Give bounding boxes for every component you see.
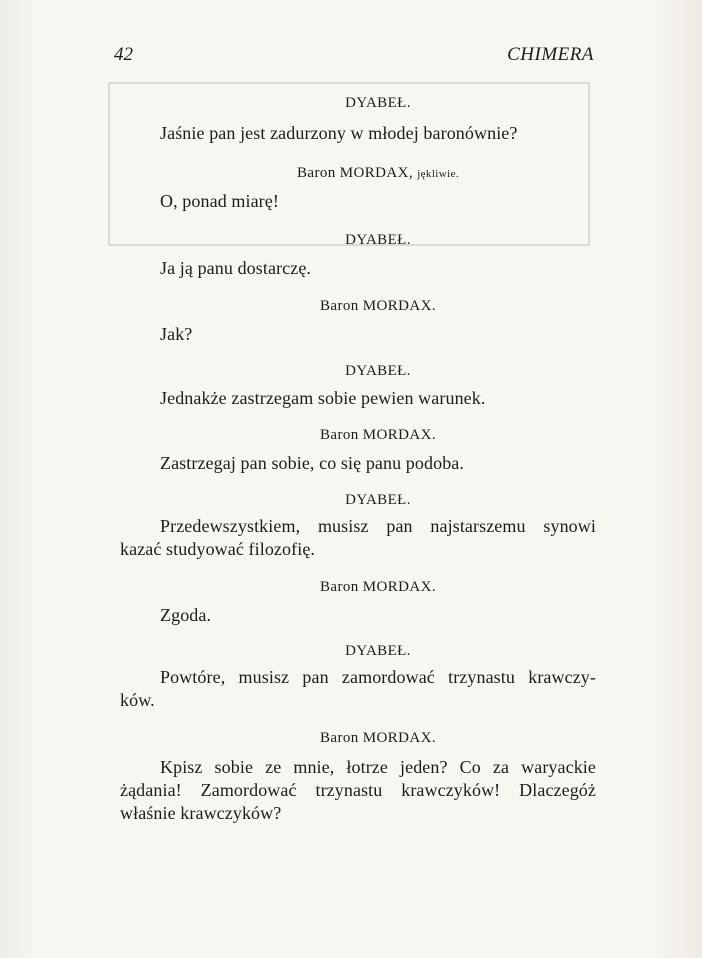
speaker-name: Baron MORDAX.: [319, 298, 437, 314]
speaker-heading: [160, 363, 596, 380]
speaker-name: DYABEŁ.: [345, 643, 411, 659]
speaker-heading: [160, 492, 596, 509]
dialogue-line: ków.: [120, 690, 155, 710]
speaker-name: DYABEŁ.: [345, 363, 411, 379]
speaker-heading: [160, 95, 596, 112]
speaker-name: Baron MORDAX.: [319, 730, 437, 746]
speaker-heading: [160, 643, 596, 660]
speaker-name: DYABEŁ.: [345, 95, 411, 111]
dialogue-line: Jednakże zastrzegam sobie pewien warunek.: [160, 388, 486, 408]
dialogue-line: kazać studyować filozofię.: [120, 539, 316, 559]
dialogue-line: Kpisz sobie ze mnie, łotrze jeden? Co za waryackie: [160, 757, 596, 777]
speaker-name: Baron MORDAX.: [319, 579, 437, 595]
dialogue-line: Jak?: [160, 324, 193, 344]
dialogue-line: Ja ją panu dostarczę.: [160, 258, 312, 278]
speaker-heading: [160, 730, 596, 747]
dialogue-line: Zgoda.: [160, 605, 212, 625]
dialogue-line: O, ponad miarę!: [160, 191, 279, 211]
speaker-heading: [160, 298, 596, 315]
running-title: CHIMERA: [507, 44, 594, 65]
page-header: [0, 42, 702, 68]
dialogue-line: Jaśnie pan jest zadurzony w młodej baronównie?: [160, 123, 518, 143]
speaker-heading: [160, 232, 596, 249]
page-number: 42: [114, 44, 133, 65]
dialogue-line: Zastrzegaj pan sobie, co się panu podoba.: [160, 453, 464, 473]
dialogue-line: Powtóre, musisz pan zamordować trzynastu krawczy-: [160, 667, 596, 687]
speaker-name: Baron MORDAX,: [297, 165, 414, 181]
dialogue-line: właśnie krawczyków?: [120, 803, 282, 823]
speaker-name: DYABEŁ.: [345, 492, 411, 508]
speaker-heading: [160, 427, 596, 444]
speaker-name: DYABEŁ.: [345, 232, 411, 248]
stage-direction: jękliwie.: [417, 168, 459, 180]
speaker-heading: [160, 165, 596, 182]
speaker-name: Baron MORDAX.: [319, 427, 437, 443]
dialogue-line: Przedewszystkiem, musisz pan najstarszemu synowi: [160, 516, 596, 536]
speaker-heading: [160, 579, 596, 596]
dialogue-line: żądania! Zamordować trzynastu krawczyków! Dlaczegóż: [120, 780, 596, 800]
